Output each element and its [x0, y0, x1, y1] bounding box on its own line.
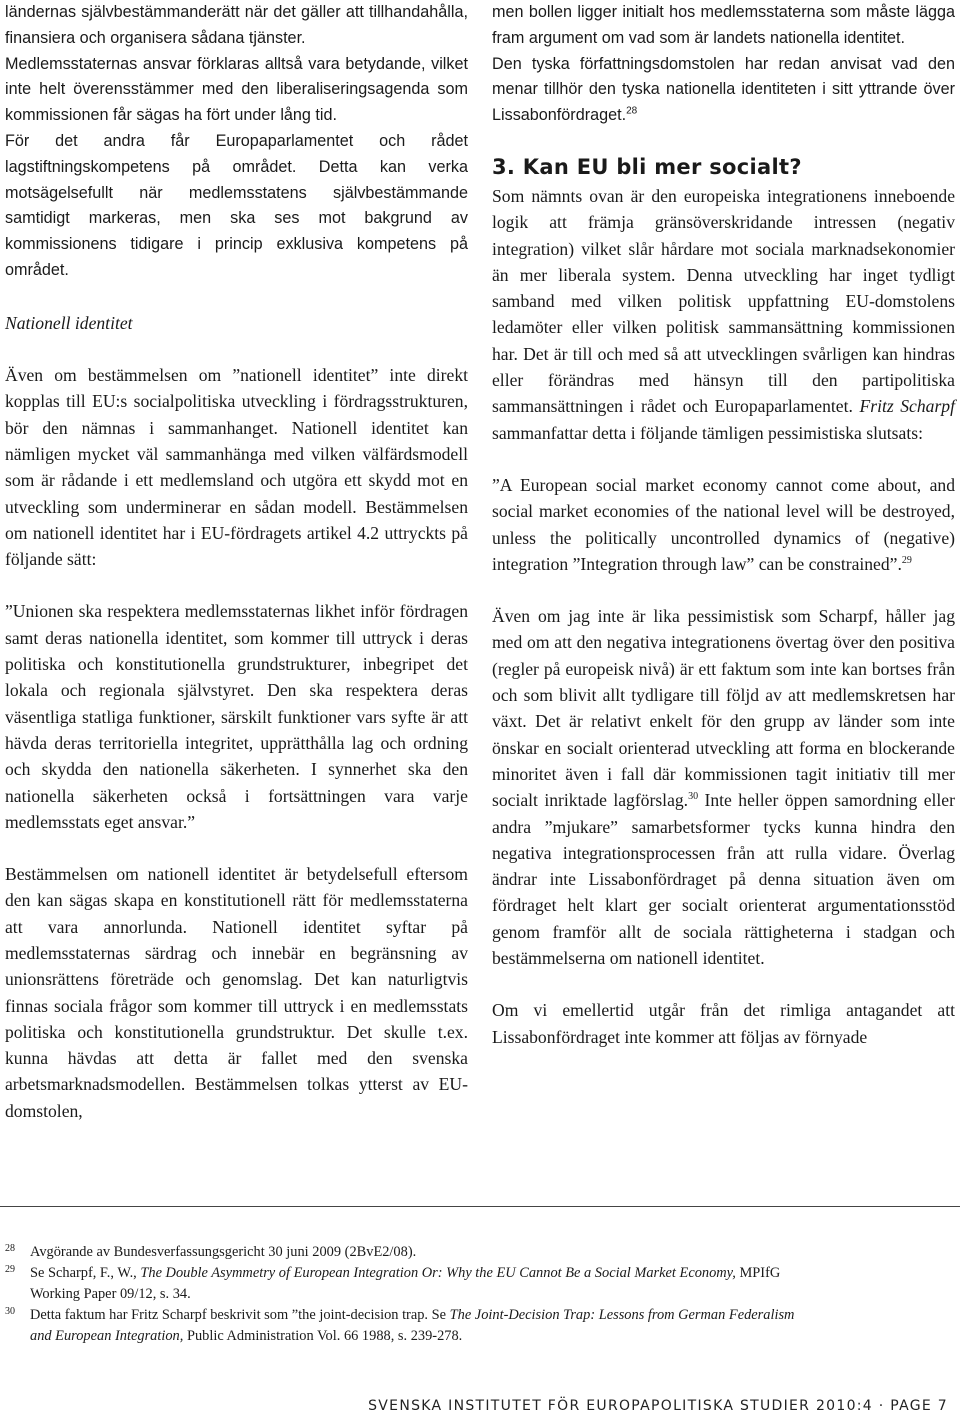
paragraph: Om vi emellertid utgår från det rimliga antagandet att Lissabonfördraget inte kommer att följas av förnyade: [492, 1000, 955, 1047]
footnote-number: 30: [5, 1306, 15, 1317]
right-column: [492, 0, 955, 1050]
block-quote: [492, 472, 955, 577]
paragraph: Bestämmelsen om nationell identitet är betydelsefull eftersom den kan sägas skapa en konstitutionell rätt för medlemsstaterna att vara annorlunda. Nationell identitet syftar på medlemsstaternas särdrag och innebär en begränsning av unionsrättens företräde och genomslag. Det kan naturligtvis finnas sociala frågor som kommer till uttryck i en medlemsstats politiska och konstitutionella grundstruktur. Det skulle t.ex. kunna hävdas att detta är fallet med den svenska arbetsmarknadsmodellen. Bestämmelsen tolkas ytterst av EU-domstolen,: [5, 864, 468, 1121]
footnote-title: The Double Asymmetry of European Integration Or: Why the EU Cannot Be a Social Market Economy,: [140, 1265, 736, 1281]
paragraph: Medlemsstaternas ansvar förklaras alltså vara betydande, vilket inte helt överensstämmer med den liberaliseringsagenda som kommissionen får sägas ha fört under lång tid.: [5, 54, 468, 125]
paragraph-text: Den tyska författningsdomstolen har redan anvisat vad den menar tillhör den tyska nationella identiteten i sitt yttrande över Lissabonfördraget.: [492, 54, 955, 125]
footnote-number: 29: [5, 1264, 15, 1275]
section-heading: 3. Kan EU bli mer socialt?: [492, 154, 802, 179]
footnote-text: MPIfG Working Paper 09/12, s. 34.: [30, 1265, 781, 1302]
footnote-text: Avgörande av Bundesverfassungsgericht 30 juni 2009 (2BvE2/08).: [30, 1244, 417, 1260]
paragraph: För det andra får Europaparlamentet och rådet lagstiftningskompetens på området. Detta kan verka motsägelsefullt när medlemsstatens självbestämmande samtidigt markeras, men ska ses mot bakgrund av kommissionens tidigare i princip exklusiva kompetens på området.: [5, 131, 468, 279]
quote-text: ”A European social market economy cannot come about, and social market economies of the national level will be destroyed, unless the politically uncontrolled dynamics of (negative) integration ”Integration through law” can be constrained”.: [492, 474, 955, 574]
footnote-ref[interactable]: 29: [901, 554, 912, 566]
footnote-ref[interactable]: 28: [626, 105, 638, 117]
author-name: Fritz Scharpf: [859, 396, 955, 417]
page-footer: SVENSKA INSTITUTET FÖR EUROPAPOLITISKA STUDIER 2010:4 · PAGE 7: [368, 1398, 948, 1414]
paragraph-text: Inte heller öppen samordning eller andra ”mjukare” samarbetsformer tycks kunna hindra den negativa integrationsprocessen från att rulla vidare. Överlag ändrar inte Lissabonfördraget på denna situation även om fördraget helt klart ger socialt orienterat argumentationsstöd genom framför allt de sociala rättigheterna i stadgan och bestämmelserna om nationell identitet.: [492, 790, 955, 968]
footnote: [5, 1305, 805, 1347]
paragraph: Även om bestämmelsen om ”nationell identitet” inte direkt kopplas till EU:s socialpolitiska utveckling i fördragsstrukturen, bör den nämnas i sammanhanget. Nationell identitet kan nämligen mycket väl sammanhänga med vilken välfärdsmodell som är rådande i ett medlemsland och utgöra ett skydd mot en utveckling som underminerar en sådan modell. Bestämmelsen om nationell identitet har i EU-fördragets artikel 4.2 uttryckts på följande sätt:: [5, 365, 468, 570]
footnote-divider: [0, 1206, 960, 1207]
paragraph: [492, 183, 955, 446]
footnote-number: 28: [5, 1243, 15, 1254]
paragraph-text: Även om jag inte är lika pessimistisk som Scharpf, håller jag med om att den negativa integrationens övertag över den positiva (regler på europeisk nivå) är ett faktum som inte kan bortses från och som blivit allt tydligare till följd av att medlemskretsen har växt. Det är relativt enkelt för den grupp av länder som inte önskar en socialt orienterad utveckling att forma en blockerande minoritet även i fall där kommissionen tagit initiativ till mer socialt inriktade lagförslag.: [492, 606, 955, 811]
paragraph: [492, 52, 955, 129]
paragraph: [492, 603, 955, 971]
footnote-text: Detta faktum har Fritz Scharpf beskrivit som ”the joint-decision trap. Se: [30, 1307, 450, 1323]
footnote-text: Se Scharpf, F., W.,: [30, 1265, 141, 1281]
block-quote: ”Unionen ska respektera medlemsstaternas likhet inför fördragen samt deras nationella identitet, som kommer till uttryck i deras politiska och konstitutionella grundstrukturer, inbegripet det lokala och regionala självstyret. Den ska respektera deras väsentliga statliga funktioner, särskilt funktioner vars syfte är att hävda deras territoriella integritet, upprätthålla lag och ordning och skydda den nationella säkerheten. I synnerhet ska den nationella säkerheten också i fortsättningen vara varje medlemsstats eget ansvar.”: [5, 601, 468, 832]
footnotes: [5, 1242, 805, 1347]
paragraph-text: sammanfattar detta i följande tämligen pessimistiska slutsats:: [492, 422, 923, 443]
paragraph: men bollen ligger initialt hos medlemsstaterna som måste lägga fram argument om vad som är landets nationella identitet.: [492, 3, 955, 47]
subheading-nationell-identitet: Nationell identitet: [5, 312, 133, 333]
footnote-title: The Joint-Decision Trap: Lessons from German Federalism and European Integration,: [30, 1307, 795, 1344]
paragraph-text: Som nämnts ovan är den europeiska integrationens inneboende logik att främja gränsöverskridande intressen (negativ integration) vilket slår hårdare mot sociala marknadsekonomier än mer liberala system. Denna utveckling har inget tydligt samband med vilken politisk uppfattning EU-domstolens ledamöter eller vilken politisk sammansättning kommissionen har. Det är till och med så att utvecklingen svårligen kan hindras eller förändras med hänsyn till den partipolitiska sammansättningen i rådet och Europaparlamentet.: [492, 185, 955, 417]
paragraph: ländernas självbestämmanderätt när det gäller att tillhandahålla, finansiera och organisera sådana tjänster.: [5, 3, 468, 47]
footnote: [5, 1242, 805, 1263]
footnote-text: Public Administration Vol. 66 1988, s. 239-278.: [183, 1328, 463, 1344]
left-column: [5, 0, 468, 1124]
footnote: [5, 1263, 805, 1305]
footnote-ref[interactable]: 30: [688, 791, 699, 803]
left-intro-sans: [5, 0, 468, 129]
